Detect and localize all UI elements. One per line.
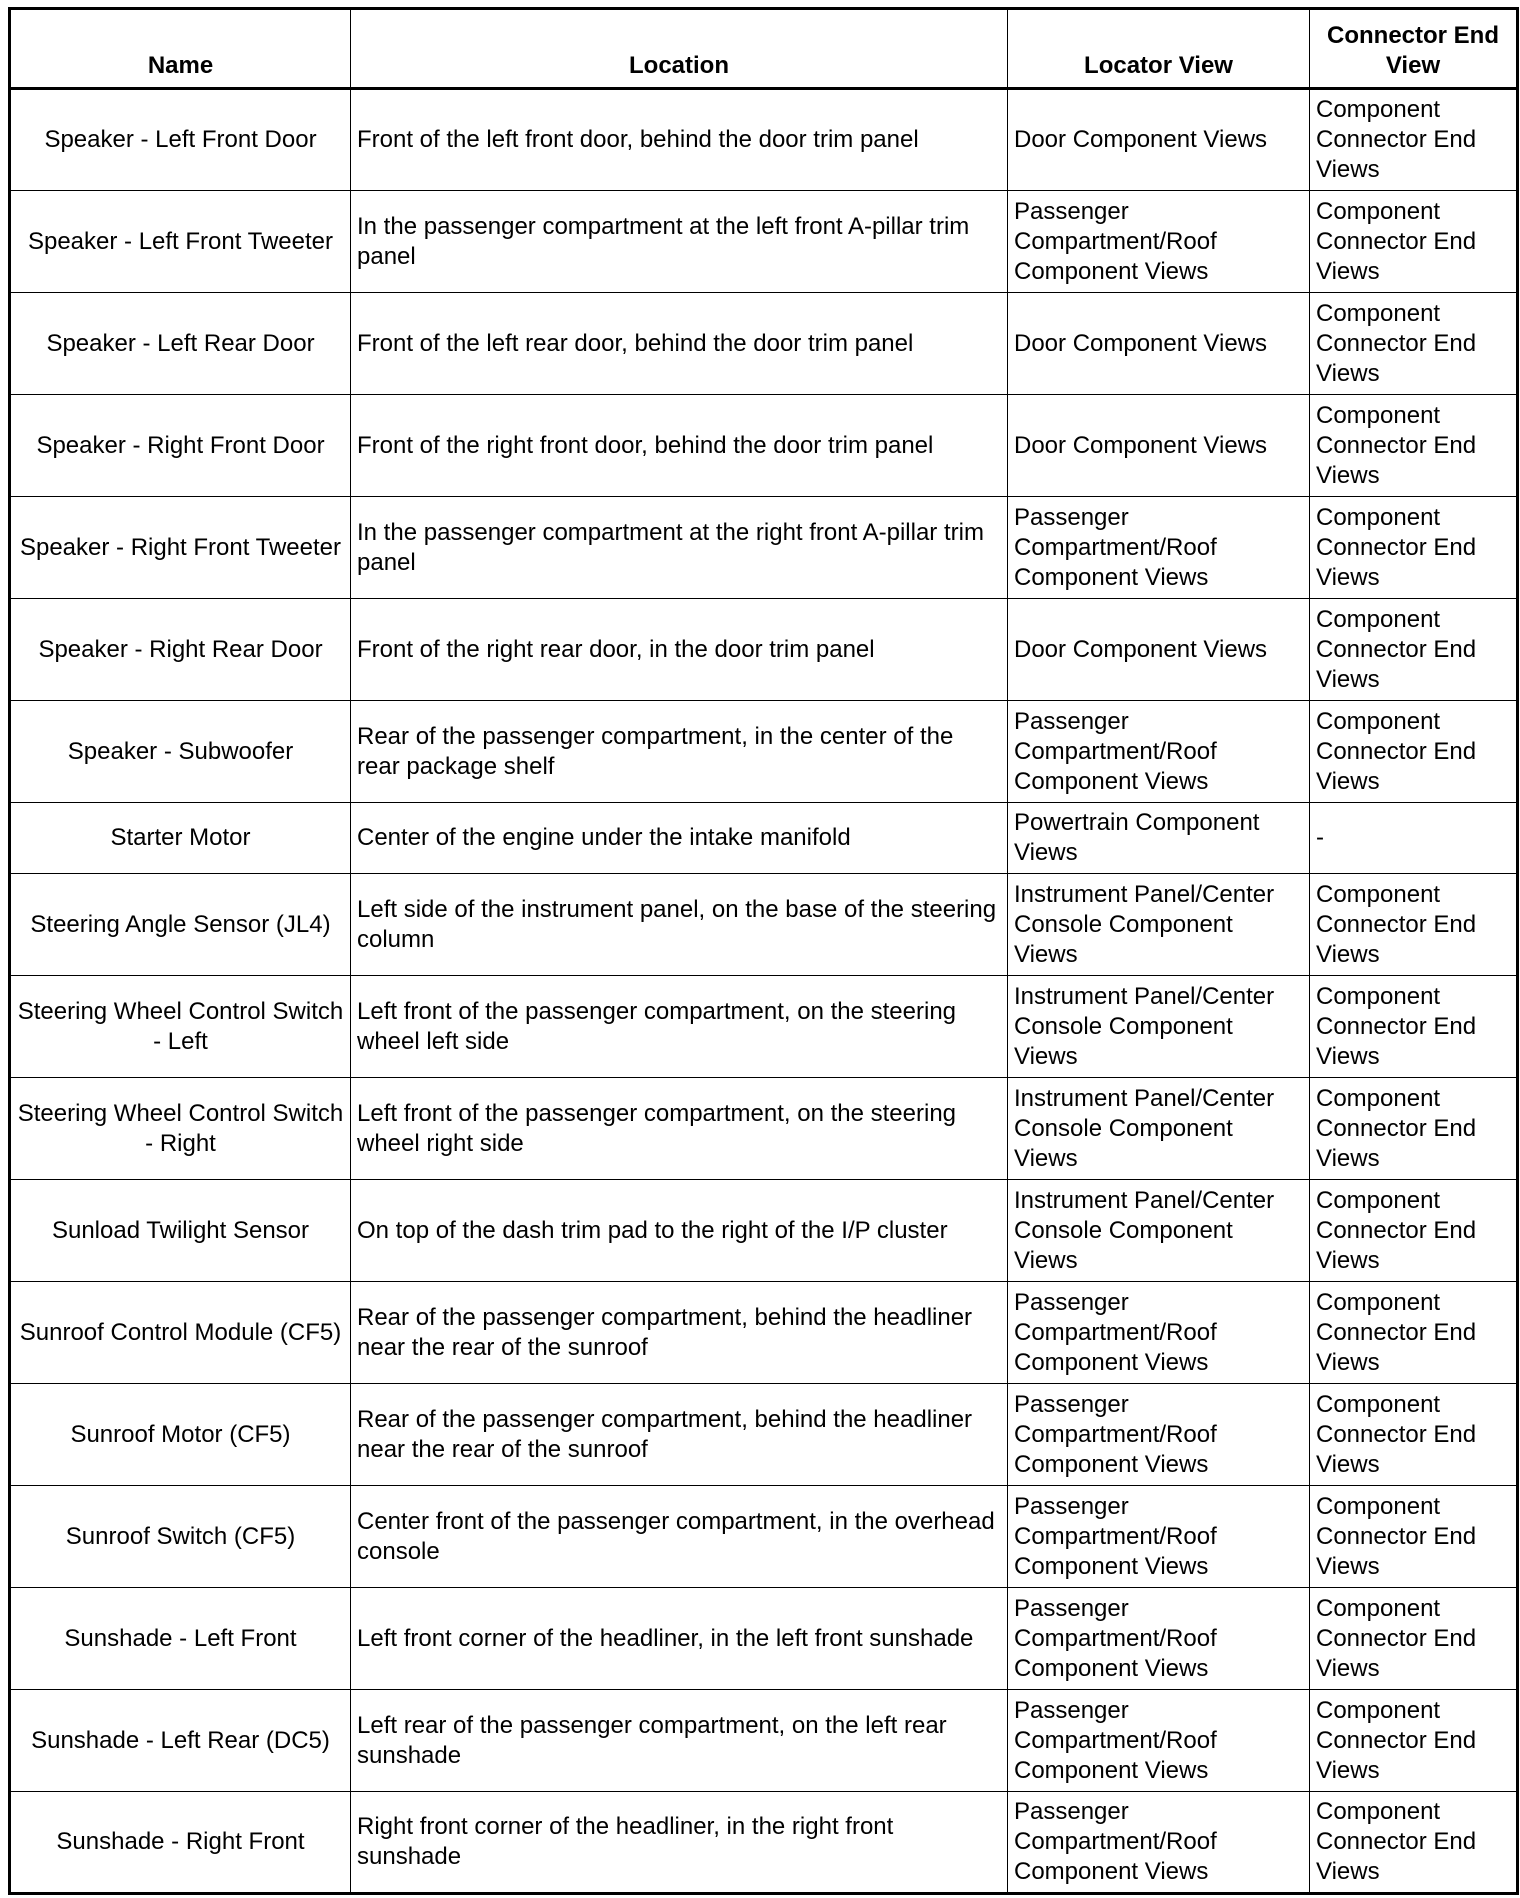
table-row bbox=[10, 191, 1518, 293]
cell-locator-view: Passenger Compartment/Roof Component Views bbox=[1008, 497, 1310, 599]
cell-location: In the passenger compartment at the right front A-pillar trim panel bbox=[351, 497, 1008, 599]
cell-connector-end-view: Component Connector End Views bbox=[1310, 1180, 1518, 1282]
cell-name: Sunshade - Left Front bbox=[10, 1588, 351, 1690]
cell-name: Speaker - Left Rear Door bbox=[10, 293, 351, 395]
cell-name: Steering Wheel Control Switch - Left bbox=[10, 976, 351, 1078]
cell-name: Steering Wheel Control Switch - Right bbox=[10, 1078, 351, 1180]
cell-locator-view: Door Component Views bbox=[1008, 293, 1310, 395]
cell-location: Left rear of the passenger compartment, on the left rear sunshade bbox=[351, 1690, 1008, 1792]
cell-location: Front of the right rear door, in the door trim panel bbox=[351, 599, 1008, 701]
cell-location: Rear of the passenger compartment, in the center of the rear package shelf bbox=[351, 701, 1008, 803]
header-locator-view: Locator View bbox=[1008, 9, 1310, 89]
cell-location: In the passenger compartment at the left front A-pillar trim panel bbox=[351, 191, 1008, 293]
cell-connector-end-view: Component Connector End Views bbox=[1310, 701, 1518, 803]
cell-connector-end-view: Component Connector End Views bbox=[1310, 1792, 1518, 1894]
header-location: Location bbox=[351, 9, 1008, 89]
cell-locator-view: Door Component Views bbox=[1008, 89, 1310, 191]
cell-name: Speaker - Subwoofer bbox=[10, 701, 351, 803]
cell-locator-view: Instrument Panel/Center Console Component Views bbox=[1008, 1078, 1310, 1180]
table-row bbox=[10, 1792, 1518, 1894]
cell-locator-view: Door Component Views bbox=[1008, 599, 1310, 701]
header-connector-end-view: Connector End View bbox=[1310, 9, 1518, 89]
table-row bbox=[10, 701, 1518, 803]
header-name: Name bbox=[10, 9, 351, 89]
cell-locator-view: Instrument Panel/Center Console Component Views bbox=[1008, 1180, 1310, 1282]
cell-name: Speaker - Right Rear Door bbox=[10, 599, 351, 701]
cell-connector-end-view: Component Connector End Views bbox=[1310, 874, 1518, 976]
cell-connector-end-view: Component Connector End Views bbox=[1310, 191, 1518, 293]
cell-connector-end-view: Component Connector End Views bbox=[1310, 1588, 1518, 1690]
cell-location: Center of the engine under the intake manifold bbox=[351, 803, 1008, 874]
cell-locator-view: Instrument Panel/Center Console Component Views bbox=[1008, 874, 1310, 976]
table-row bbox=[10, 497, 1518, 599]
cell-location: Left front of the passenger compartment, on the steering wheel right side bbox=[351, 1078, 1008, 1180]
cell-connector-end-view: Component Connector End Views bbox=[1310, 89, 1518, 191]
cell-locator-view: Passenger Compartment/Roof Component Views bbox=[1008, 1792, 1310, 1894]
cell-location: Left front corner of the headliner, in the left front sunshade bbox=[351, 1588, 1008, 1690]
cell-connector-end-view: Component Connector End Views bbox=[1310, 293, 1518, 395]
cell-name: Speaker - Left Front Door bbox=[10, 89, 351, 191]
cell-location: Front of the right front door, behind the door trim panel bbox=[351, 395, 1008, 497]
cell-name: Sunshade - Right Front bbox=[10, 1792, 351, 1894]
cell-connector-end-view: Component Connector End Views bbox=[1310, 976, 1518, 1078]
table-row bbox=[10, 1078, 1518, 1180]
table-row bbox=[10, 89, 1518, 191]
cell-connector-end-view: Component Connector End Views bbox=[1310, 497, 1518, 599]
cell-locator-view: Passenger Compartment/Roof Component Views bbox=[1008, 1282, 1310, 1384]
cell-name: Speaker - Right Front Door bbox=[10, 395, 351, 497]
cell-name: Sunshade - Left Rear (DC5) bbox=[10, 1690, 351, 1792]
cell-locator-view: Powertrain Component Views bbox=[1008, 803, 1310, 874]
cell-connector-end-view: Component Connector End Views bbox=[1310, 1486, 1518, 1588]
cell-connector-end-view: Component Connector End Views bbox=[1310, 395, 1518, 497]
table-row bbox=[10, 1282, 1518, 1384]
component-locator-table bbox=[8, 7, 1519, 1895]
header-row bbox=[10, 9, 1518, 89]
table-row bbox=[10, 1588, 1518, 1690]
cell-connector-end-view: Component Connector End Views bbox=[1310, 1690, 1518, 1792]
table-row bbox=[10, 803, 1518, 874]
cell-connector-end-view: Component Connector End Views bbox=[1310, 599, 1518, 701]
cell-location: Center front of the passenger compartment, in the overhead console bbox=[351, 1486, 1008, 1588]
cell-locator-view: Passenger Compartment/Roof Component Views bbox=[1008, 1384, 1310, 1486]
cell-locator-view: Passenger Compartment/Roof Component Views bbox=[1008, 1588, 1310, 1690]
table-row bbox=[10, 293, 1518, 395]
cell-name: Speaker - Left Front Tweeter bbox=[10, 191, 351, 293]
cell-connector-end-view: Component Connector End Views bbox=[1310, 1282, 1518, 1384]
table-row bbox=[10, 599, 1518, 701]
cell-connector-end-view: Component Connector End Views bbox=[1310, 1078, 1518, 1180]
cell-locator-view: Door Component Views bbox=[1008, 395, 1310, 497]
table-row bbox=[10, 976, 1518, 1078]
cell-name: Sunroof Control Module (CF5) bbox=[10, 1282, 351, 1384]
component-locator-table-container bbox=[8, 7, 1516, 1895]
cell-location: Front of the left rear door, behind the door trim panel bbox=[351, 293, 1008, 395]
cell-name: Sunroof Switch (CF5) bbox=[10, 1486, 351, 1588]
table-row bbox=[10, 874, 1518, 976]
table-row bbox=[10, 1180, 1518, 1282]
table-row bbox=[10, 1384, 1518, 1486]
cell-locator-view: Passenger Compartment/Roof Component Views bbox=[1008, 191, 1310, 293]
cell-location: Rear of the passenger compartment, behind the headliner near the rear of the sunroof bbox=[351, 1384, 1008, 1486]
cell-locator-view: Instrument Panel/Center Console Component Views bbox=[1008, 976, 1310, 1078]
cell-connector-end-view: - bbox=[1310, 803, 1518, 874]
table-row bbox=[10, 395, 1518, 497]
cell-location: Rear of the passenger compartment, behind the headliner near the rear of the sunroof bbox=[351, 1282, 1008, 1384]
table-row bbox=[10, 1690, 1518, 1792]
cell-locator-view: Passenger Compartment/Roof Component Views bbox=[1008, 701, 1310, 803]
cell-name: Sunroof Motor (CF5) bbox=[10, 1384, 351, 1486]
cell-location: Left side of the instrument panel, on the base of the steering column bbox=[351, 874, 1008, 976]
cell-location: Front of the left front door, behind the door trim panel bbox=[351, 89, 1008, 191]
cell-connector-end-view: Component Connector End Views bbox=[1310, 1384, 1518, 1486]
cell-locator-view: Passenger Compartment/Roof Component Views bbox=[1008, 1690, 1310, 1792]
cell-location: On top of the dash trim pad to the right of the I/P cluster bbox=[351, 1180, 1008, 1282]
cell-name: Sunload Twilight Sensor bbox=[10, 1180, 351, 1282]
cell-location: Right front corner of the headliner, in the right front sunshade bbox=[351, 1792, 1008, 1894]
cell-location: Left front of the passenger compartment, on the steering wheel left side bbox=[351, 976, 1008, 1078]
cell-name: Speaker - Right Front Tweeter bbox=[10, 497, 351, 599]
cell-name: Starter Motor bbox=[10, 803, 351, 874]
cell-locator-view: Passenger Compartment/Roof Component Views bbox=[1008, 1486, 1310, 1588]
table-row bbox=[10, 1486, 1518, 1588]
cell-name: Steering Angle Sensor (JL4) bbox=[10, 874, 351, 976]
